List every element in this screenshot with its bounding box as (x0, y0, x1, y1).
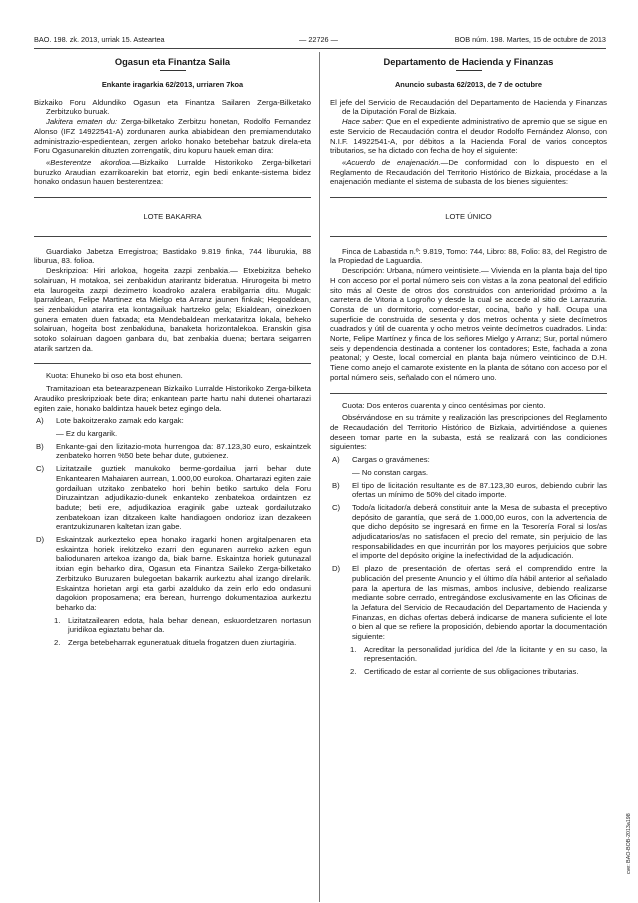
list-item: C) Todo/a licitador/a deberá constituir ante la Mesa de subasta el preceptivo depósito de garantía, que será de 1.000,00 euros, con la advertencia de que dicho depósito se ingresará en firme en la Tesorería Foral si los/as adjudicatarios/as no satisfacen el precio del remate, sin perjuicio de las responsabilidades en que incurrirán por los mayores perjuicios que sobre el importe del depósito origine la inefectividad de la adjudicación. (332, 502, 607, 561)
paragraph: Guardiako Jabetza Erregistroa; Bastidako 9.819 finka, 744 liburukia, 88 liburua, 83. folioa. (34, 246, 311, 266)
divider (330, 236, 607, 237)
paragraph: Obsérvándose en su trámite y realización las prescripciones del Reglamento de Recaudación del Territorio Histórico de Bizkaia, advirtiéndose a quienes deseen tomar parte en la subasta, está se realizará con las condiciones siguientes: (330, 413, 607, 452)
list-item: 2. Zerga betebeharrak eguneratuak dituela frogatzen duen ziurtagiria. (54, 638, 297, 648)
divider (34, 197, 311, 198)
list-item: B) El tipo de licitación resultante es de 87.123,30 euros, debiendo cubrir las ofertas un mínimo de 50% del citado importe. (332, 480, 607, 500)
list-item: D) El plazo de presentación de ofertas será el comprendido entre la publicación del presente Anuncio y el último día hábil anterior al señalado para la apertura de las mismas, ambos inclusive, debiendo realizarse mediante sobre cerrado, entregándose exclusivamente en las Oficinas de la Jefatura del Servicio de Recaudación del Departamento de Hacienda y Finanzas, en dichas ofertas deberá indicarse de manera suficiente el lote o bien al que se refiere la proposición, debiendo aportar la documentación siguiente: (332, 564, 607, 642)
divider (34, 363, 311, 364)
divider (330, 393, 607, 394)
list-item: A) Lote bakoitzerako zamak edo kargak: (36, 416, 184, 426)
paragraph: Finca de Labastida n.º: 9.819, Tomo: 744, Libro: 88, Folio: 83, del Registro de la Propiedad de Laguardia. (330, 246, 607, 266)
section-title: Departamento de Hacienda y Finanzas (383, 57, 554, 67)
column-divider (319, 52, 320, 902)
column-basque (34, 56, 311, 648)
header-left: BAO. 198. zk. 2013, urriak 15. Asteartea (34, 35, 165, 44)
paragraph: «Besterentze akordioa.—Bizkaiko Lurralde Historikoko Zerga-bilketari buruzko Araudian ezarrikoarekin bat etorriz, egin bedi enkante-sistema bidez honako ondasun hauen besterentzea: (34, 157, 312, 187)
section-title: Ogasun eta Finantza Saila (114, 57, 231, 67)
list-item: D) Eskaintzak aurkezteko epea honako iragarki honen argitalpenaren eta eskaintza horiek irekitzeko ezarri den egunaren aurreko azken egun baliodunaren artekoa izango da, biak barne. Eskaintza horiek gutunazal itxian egin beharko dira, Ogasun eta Finantza Saileko Zerga-bilketako Zerbitzuko Buruzaren bulegoetan bakarrik aurkeztu ahal izango direlarik. Eskaintza horietan argi eta garbi azalduko da zein erlo edo ondasuni dagokion proposamena; era berean, hurrengo dokumentazioa aurkeztu beharko da: (36, 535, 311, 612)
paragraph: «Acuerdo de enajenación.—De conformidad con lo dispuesto en el Reglamento de Recaudación del Territorio Histórico de Bizkaia, procédase a la enajenación mediante el sistema de subasta de los bienes siguientes: (330, 157, 607, 187)
announcement-title: Anuncio subasta 62/2013, de 7 de octubre (394, 80, 543, 89)
paragraph: Cuota: Dos enteros cuarenta y cinco centésimas por ciento. (342, 400, 546, 410)
list-item: 1. Acreditar la personalidad jurídica del /de la licitante y en su caso, la representación. (350, 644, 607, 664)
paragraph: Jakitera ematen du: Zerga-bilketako Zerbitzu honetan, Rodolfo Fernandez Alonso (IFZ 14922541-A) zordunaren aurka abiabidean den premiamendutako administrazio-espedientean, zergen arloko honako betebehar batzuk direla-eta Foru Ogasunarekin dituzten zorrengatik, diru kopuru hauek eman dira: (34, 117, 311, 156)
list-item: C) Lizitatzaile guztiek manukoko berme-gordailua jarri behar dute Enkantearen Mahaiaren aurrean, 1.000,00 eurokoa. Ohartarazi egiten zaie gordailuan utzitako zenbateko hori behin betiko sartuko dela Foru Diruzaintzan adjudikazio-dunek enkanteko zenbatekoa ordaintzen ez badute; beti ere, adjudikazioa eraginik gabe uzteak gordailutzako zenbatekoan izan ditzakeen kalte handiagoen ondorioz izan dezakeen erantzukizunaren kaltetan izan gabe. (36, 464, 311, 532)
list-item: A) Cargas o gravámenes: (332, 455, 430, 465)
paragraph: Deskripzioa: Hiri arlokoa, hogeita zazpi zenbakia.— Etxebizitza beheko solairuan, H motakoa, sei zenbakidun atarirantz bideratua. Hirurogeita bi metro eta laurogeita zazpi dezimetro koadroko azalera erabilgarria ditu. Mugak: Iparraldean, Felipe Martinez eta Mielgo eta Arranz jaunen finkak; Hegoaldean, sei zenbakidun atarira eta kontagailuak hartzeko gela; Ekialdean, oinezkoen gunera ematen duen fatxada; eta Mendebaldean merkataritza lokala, beheko solairuan, hogeita bost zenbakiduna, banaketa horizontalekoa. Eranskin gisa sotoko solairuan dagoen ganbara du, bat zenbakia duena; bertara seigarren atarik sartzen da. (34, 266, 311, 353)
intro-paragraph: El jefe del Servicio de Recaudación del Departamento de Hacienda y Finanzas de la Diputación Foral de Bizkaia. (330, 97, 607, 117)
page-header (34, 35, 606, 47)
paragraph: Kuota: Ehuneko bi oso eta bost ehunen. (46, 371, 183, 381)
section-rule (160, 70, 186, 71)
page-number: — 22726 — (299, 35, 338, 44)
list-item: 2. Certificado de estar al corriente de sus obligaciones tributarias. (350, 667, 579, 677)
header-right: BOB núm. 198. Martes, 15 de octubre de 2013 (454, 35, 606, 44)
paragraph: Hace saber: Que en el expediente administrativo de apremio que se sigue en este Servicio de Recaudación contra el deudor Rodolfo Fernández Alonso, con N.I.F. 14922541-A, por débitos a la Hacienda Foral de varios conceptos tributarios, se ha dictado con fecha de hoy el siguiente: (330, 117, 608, 156)
document-code: cve: BAO-BOB-2013a198 (626, 813, 632, 874)
list-item: — No constan cargas. (352, 467, 429, 477)
announcement-title: Enkante iragarkia 62/2013, urriaren 7koa (101, 80, 244, 89)
column-spanish (330, 56, 607, 677)
header-rule (34, 48, 606, 49)
divider (34, 236, 311, 237)
lot-heading: LOTE ÚNICO (445, 212, 492, 222)
list-item: B) Enkante-gai den lizitazio-mota hurrengoa da: 87.123,30 euro, eskaintzek zenbateko horren %50 bete behar dute, gutxienez. (36, 441, 311, 461)
divider (330, 197, 607, 198)
list-item: — Ez du kargarik. (56, 428, 118, 438)
lot-heading: LOTE BAKARRA (143, 212, 202, 222)
section-rule (456, 70, 482, 71)
paragraph: Descripción: Urbana, número veintisiete.— Vivienda en la planta baja del tipo H con acceso por el portal número seis con vistas a la zona peatonal del edificio sito más al Oeste de otros dos construidos con anterioridad próximo a la carretera de Vitoria a Logroño y desde la cual se accede al sitio de Larrazuria. Consta de un dormitorio, comedor-estar, cocina, baño y hall. Ocupa una superficie de construida de sesenta y dos metros ochenta y siete decímetros cuadrados y útil de cuarenta y ocho metros veinte decímetros cuadrados. Linda: Norte, Felipe Martínez y finca de los señores Mielgo y Arranz; Sur, portal número seis y dependencia destinada a contener los contadores; Este, fachada a zona peatonal; y Oeste, local comercial en planta baja número veinticinco de D.H. Tiene como anejo el camarote existente en la planta de sótano con acceso por el portal número seis, señalado con el número uno. (330, 266, 607, 382)
intro-paragraph: Bizkaiko Foru Aldundiko Ogasun eta Finantza Sailaren Zerga-Bilketako Zerbitzuko buruak. (34, 97, 311, 117)
list-item: 1. Lizitatzailearen edota, hala behar denean, eskuordetzaren nortasun juridikoa egiaztatu behar da. (54, 615, 311, 635)
paragraph: Tramitazioan eta betearazpenean Bizkaiko Lurralde Historikoko Zerga-bilketa Araudiko preskripzioak bete dira; enkantean parte hartu nahi dutenei ohartarazi egiten zaie, honako baldintza hauek betez egingo dela. (34, 384, 311, 413)
